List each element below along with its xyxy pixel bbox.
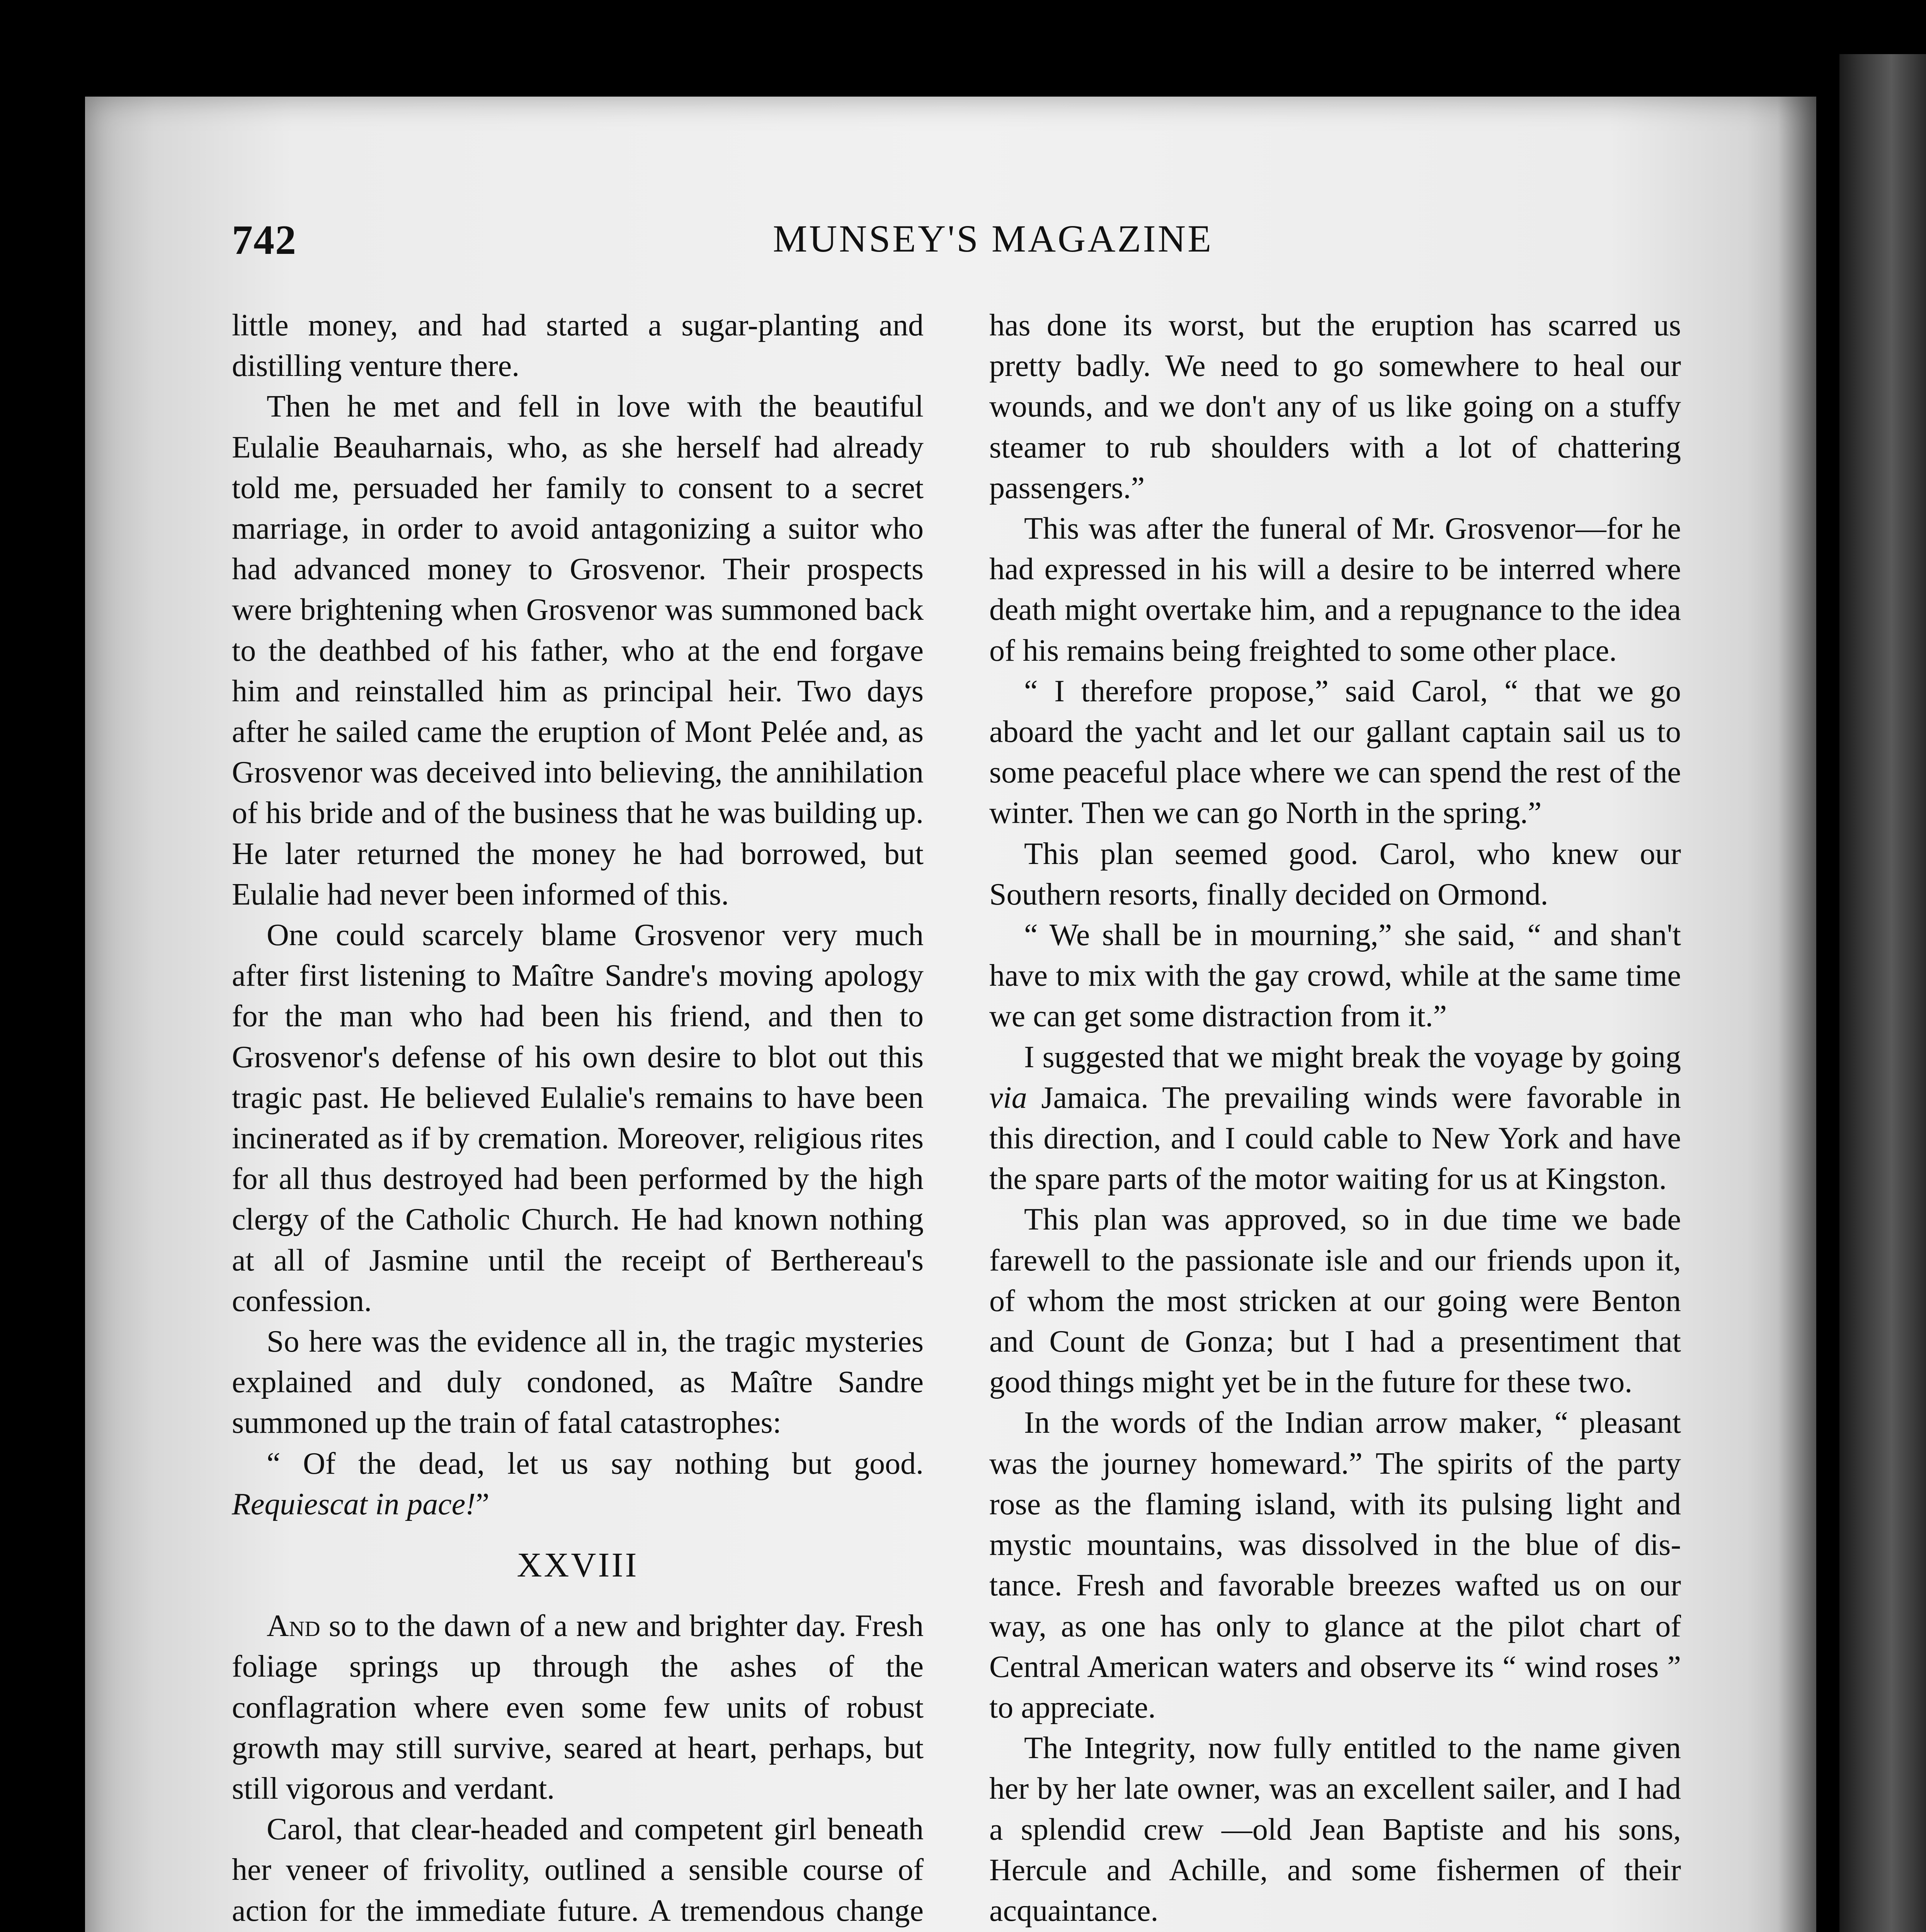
latin-phrase: Requiescat in pace! bbox=[232, 1487, 476, 1521]
paragraph: “ I therefore propose,” said Carol, “ that we go aboard the yacht and let our gallant captain sail us to some peaceful place where we can spend the rest of the winter. Then we can go North in the spring.” bbox=[989, 674, 1681, 830]
magazine-title: MUNSEY'S MAGAZINE bbox=[773, 217, 1213, 260]
chapter-heading: XXVIII bbox=[517, 1546, 639, 1585]
italic-word: via bbox=[989, 1080, 1027, 1115]
paragraph: This plan seemed good. Carol, who knew our Southern resorts, finally decided on Ormond. bbox=[989, 837, 1681, 912]
paragraph: “ We shall be in mourning,” she said, “ and shan't have to mix with the gay crowd, while at the same time we can get some distraction from it.” bbox=[989, 918, 1681, 1034]
paragraph-text: I suggested that we might break the voyage by going bbox=[1024, 1040, 1681, 1074]
paragraph: Then he met and fell in love with the beautiful Eulalie Beauharnais, who, as she herself had already told me, persuaded her family to consent to a secret marriage, in order to avoid antagonizing a suitor who had advanced money to Grosvenor. Their prospects were brightening when Grosvenor was summoned back to the deathbed of his father, who at the end forgave him and reinstalled him as principal heir. Two days after he sailed came the eruption of Mont Pelée and, as Grosvenor was deceived into believing, the annihilation of his bride and of the business that he was building up. He later returned the money he had borrowed, but Eulalie had never been informed of this. bbox=[232, 389, 924, 912]
paragraph: Carol, that clear-headed and competent girl beneath her veneer of frivolity, outlined a sensible course of action for the immediate future. A tremendous change bbox=[232, 1812, 924, 1928]
paragraph: has done its worst, but the eruption has scarred us pretty badly. We need to go somewhere to heal our wounds, and we don't any of us like going on a stuffy steamer to rub shoulders with a lot of chattering passengers.” bbox=[989, 308, 1681, 505]
paragraph: This was after the funeral of Mr. Grosvenor—for he had expressed in his will a desire to be interred where death might overtake him, and a repugnance to the idea of his remains being freighted to some other place. bbox=[989, 512, 1681, 668]
opening-word: And bbox=[267, 1609, 320, 1643]
paragraph bbox=[232, 1444, 924, 1525]
paragraph: This plan was approved, so in due time we bade farewell to the passionate isle and our friends upon it, of whom the most stricken at our going were Benton and Count de Gonza; but I had a presentiment that good things might yet be in the future for these two. bbox=[989, 1202, 1681, 1400]
paragraph: One could scarcely blame Grosvenor very much after first listening to Maître Sandre's moving apology for the man who had been his friend, and then to Grosvenor's defense of his own desire to blot out this tragic past. He believed Eulalie's remains to have been incinerated as if by cremation. Moreover, religious rites for all thus destroyed had been performed by the high clergy of the Catholic Church. He had known nothing at all of Jasmine until the receipt of Berthereau's confession. bbox=[232, 918, 924, 1318]
quote-text: “ Of the dead, let us say nothing but good. bbox=[267, 1446, 924, 1481]
paragraph-text: so to the dawn of a new and brighter day. Fresh foliage springs up through the ashes of the conflagration where even some few units of robust growth may still survive, seared at heart, perhaps, but still vigorous and verdant. bbox=[232, 1609, 924, 1806]
gutter-shadow bbox=[1778, 97, 1839, 1932]
running-head bbox=[232, 216, 1739, 278]
right-column bbox=[989, 305, 1681, 1932]
paragraph-text: Jamaica. The prevailing winds were favorable in this direction, and I could cable to New York and have the spare parts of the motor waiting for us at Kingston. bbox=[989, 1080, 1681, 1196]
closing-quote: ” bbox=[475, 1487, 490, 1521]
paragraph: The Integrity, now fully entitled to the name given her by her late owner, was an excellent sailer, and I had a splendid crew —old Jean Baptiste and his sons, Hercule and Achille, and some fishermen of their acquaintance. bbox=[989, 1731, 1681, 1928]
paragraph: little money, and had started a sugar-planting and distilling venture there. bbox=[232, 308, 924, 383]
paragraph bbox=[232, 1606, 924, 1809]
paragraph: In the words of the Indian arrow maker, “ pleasant was the journey homeward.” The spirits of the party rose as the flaming island, with its pulsing light and mystic mountains, was dissolved in the blue of distance. Fresh and favorable breezes wafted us on our way, as one has only to glance at the pilot chart of Central American waters and observe its “ wind roses ” to appreciate. bbox=[989, 1406, 1681, 1725]
next-page-edge bbox=[1839, 54, 1926, 1932]
paragraph bbox=[989, 1037, 1681, 1200]
left-column bbox=[232, 305, 924, 1932]
paragraph: So here was the evidence all in, the tragic mysteries explained and duly condoned, as Maître Sandre summoned up the train of fatal catastrophes: bbox=[232, 1325, 924, 1440]
page-number: 742 bbox=[232, 217, 297, 263]
